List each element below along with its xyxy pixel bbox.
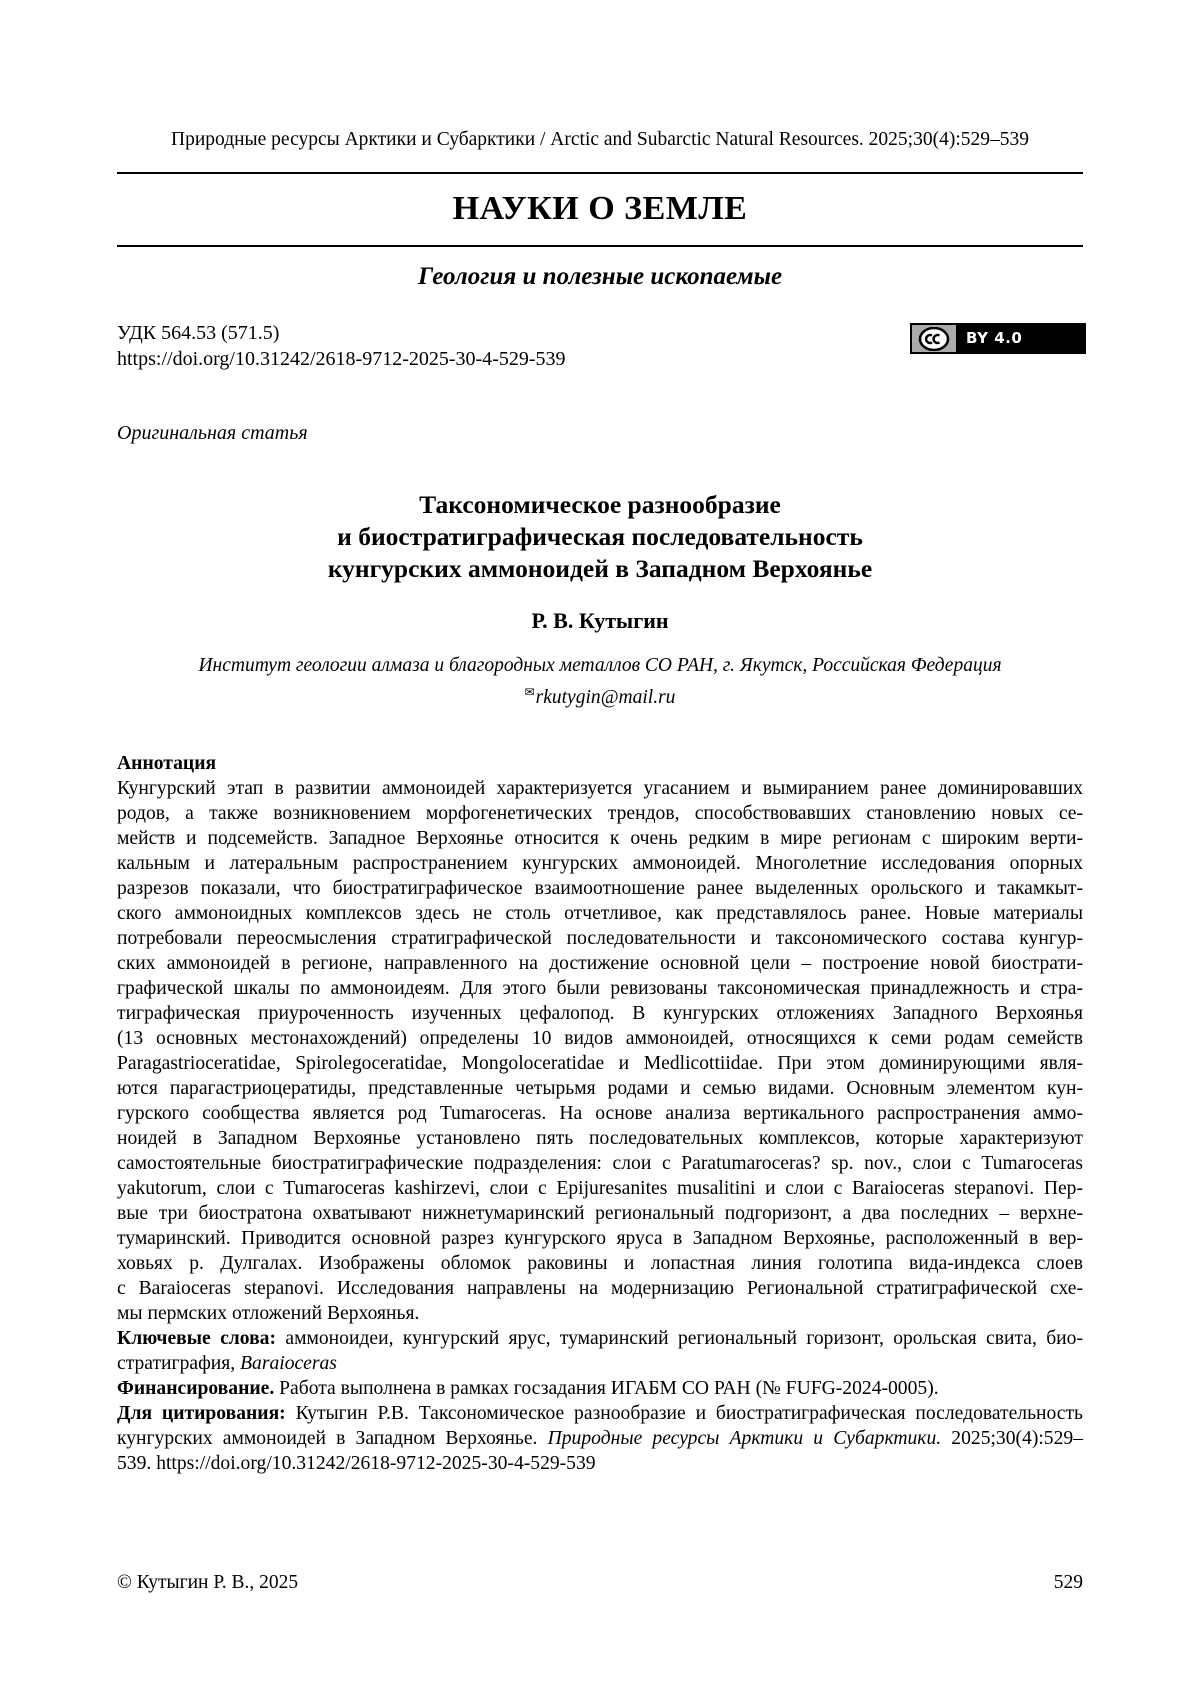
abstract-line: кальным и латеральным распространением кунгурских аммоноидей. Многолетние исследования опорных <box>117 853 1083 874</box>
funding-label: Финансирование. <box>117 1378 275 1399</box>
citation-text: 2025;30(4):529– <box>941 1428 1083 1449</box>
affiliation-institute: Институт геологии алмаза и благородных металлов СО РАН, г. Якутск, Российская Федерация <box>198 655 1002 676</box>
abstract-line: мы пермских отложений Верхоянья. <box>117 1303 420 1324</box>
keywords-line <box>117 1351 1083 1376</box>
abstract-line: разрезов показали, что биостратиграфическое взаимоотношение ранее выделенных орольского и такамкыт- <box>117 878 1083 899</box>
copyright: © Кутыгин Р. В., 2025 <box>117 1572 299 1593</box>
abstract-line: ского аммоноидных комплексов здесь не столь отчетливое, как представлялось ранее. Новые материалы <box>117 903 1083 924</box>
abstract-block <box>117 751 1083 1476</box>
header-rule-bottom <box>117 245 1083 247</box>
doi-link[interactable]: https://doi.org/10.31242/2618-9712-2025-30-4-529-539 <box>117 348 566 370</box>
abstract-line: потребовали переосмысления стратиграфической последовательности и таксономического состава кунгур- <box>117 928 1083 949</box>
abstract-line: Кунгурский этап в развитии аммоноидей характеризуется угасанием и вымиранием ранее доминировавших <box>117 778 1083 799</box>
abstract-line: с Baraioceras stepanovi. Исследования направлены на модернизацию Региональной стратиграфической схе- <box>117 1278 1083 1299</box>
funding-text: Работа выполнена в рамках госзадания ИГАБМ СО РАН (№ FUFG-2024-0005). <box>279 1378 939 1399</box>
funding-line <box>117 1376 1083 1401</box>
abstract-line: Paragastrioceratidae, Spirolegoceratidae, Mongoloceratidae и Medlicottiidae. При этом доминирующими явля- <box>117 1053 1083 1074</box>
citation-journal: Природные ресурсы Арктики и Субарктики. <box>547 1428 942 1449</box>
envelope-icon: ✉ <box>524 685 535 699</box>
abstract-line: ноидей в Западном Верхоянье установлено пять последовательных комплексов, которые характеризуют <box>117 1128 1083 1149</box>
subsection-title: Геология и полезные ископаемые <box>417 263 783 290</box>
citation-line <box>117 1401 1083 1426</box>
keywords-text: стратиграфия, <box>117 1353 241 1374</box>
section-title: НАУКИ О ЗЕМЛЕ <box>452 190 748 227</box>
keywords-line <box>117 1326 1083 1351</box>
citation-line <box>117 1426 1083 1451</box>
cc-icon <box>912 325 956 352</box>
abstract-heading: Аннотация <box>117 753 217 774</box>
author-affiliation <box>117 653 1083 711</box>
title-line: и биостратиграфическая последовательность <box>337 522 863 551</box>
citation-text: кунгурских аммоноидей в Западном Верхоянье. <box>117 1428 548 1449</box>
citation-label: Для цитирования: <box>117 1403 286 1424</box>
keywords-genus: Baraioceras <box>240 1353 337 1374</box>
affiliation-email-line <box>117 679 1083 711</box>
journal-running-header: Природные ресурсы Арктики и Субарктики / Arctic and Subarctic Natural Resources. 2025;30(4):529–539 <box>170 129 1029 150</box>
author-email[interactable]: rkutygin@mail.ru <box>535 687 676 708</box>
cc-license-badge[interactable] <box>910 323 1086 354</box>
header-rule-top <box>117 172 1083 174</box>
keywords-label: Ключевые слова: <box>117 1328 277 1349</box>
abstract-line: вые три биостратона охватывают нижнетумаринский региональный подгоризонт, а два последних – верхне- <box>117 1203 1083 1224</box>
abstract-line: мейств и подсемейств. Западное Верхоянье относится к очень редким в мире регионам с широким верти- <box>117 828 1083 849</box>
abstract-line: ских аммоноидей в регионе, направленного на достижение основной цели – построение новой биострати- <box>117 953 1083 974</box>
abstract-line: yakutorum, слои с Tumaroceras kashirzevi, слои с Epijuresanites musalitini и слои с Baraioceras stepanovi. Пер- <box>117 1178 1083 1199</box>
udk-code: УДК 564.53 (571.5) <box>117 322 280 344</box>
article-title <box>117 489 1083 585</box>
keywords-text: аммоноидеи, кунгурский ярус, тумаринский региональный горизонт, орольская свита, био- <box>285 1328 1083 1349</box>
abstract-line: тиграфическая приуроченность изученных цефалопод. В кунгурских отложениях Западного Верхоянья <box>117 1003 1083 1024</box>
license-label: BY 4.0 <box>966 329 1023 347</box>
title-line: кунгурских аммоноидей в Западном Верхоянье <box>327 554 873 583</box>
citation-line: 539. https://doi.org/10.31242/2618-9712-2025-30-4-529-539 <box>117 1453 596 1474</box>
abstract-line: гурского сообщества является род Tumaroceras. На основе анализа вертикального распространения аммо- <box>117 1103 1083 1124</box>
abstract-line: ются парагастриоцератиды, представленные четырьмя родами и семью видами. Основным элементом кун- <box>117 1078 1083 1099</box>
abstract-line: (13 основных местонахождений) определены 10 видов аммоноидей, относящихся к семи родам семейств <box>117 1028 1083 1049</box>
abstract-line: родов, а также возникновением морфогенетических трендов, способствовавших становлению новых се- <box>117 803 1083 824</box>
abstract-line: графической шкалы по аммоноидеям. Для этого были ревизованы таксономическая принадлежность и стра- <box>117 978 1083 999</box>
citation-text: Кутыгин Р.В. Таксономическое разнообразие и биостратиграфическая последовательность <box>295 1403 1083 1424</box>
article-type: Оригинальная статья <box>117 422 308 444</box>
abstract-line: ховьях р. Дулгалах. Изображены обломок раковины и лопастная линия голотипа вида-индекса слоев <box>117 1253 1083 1274</box>
page-number: 529 <box>1053 1572 1083 1593</box>
title-line: Таксономическое разнообразие <box>419 490 781 519</box>
abstract-line: тумаринский. Приводится основной разрез кунгурского яруса в Западном Верхоянье, расположенный в вер- <box>117 1228 1083 1249</box>
author-name: Р. В. Кутыгин <box>531 608 669 633</box>
abstract-line: самостоятельные биостратиграфические подразделения: слои с Paratumaroceras? sp. nov., слои с Tumaroceras <box>117 1153 1083 1174</box>
